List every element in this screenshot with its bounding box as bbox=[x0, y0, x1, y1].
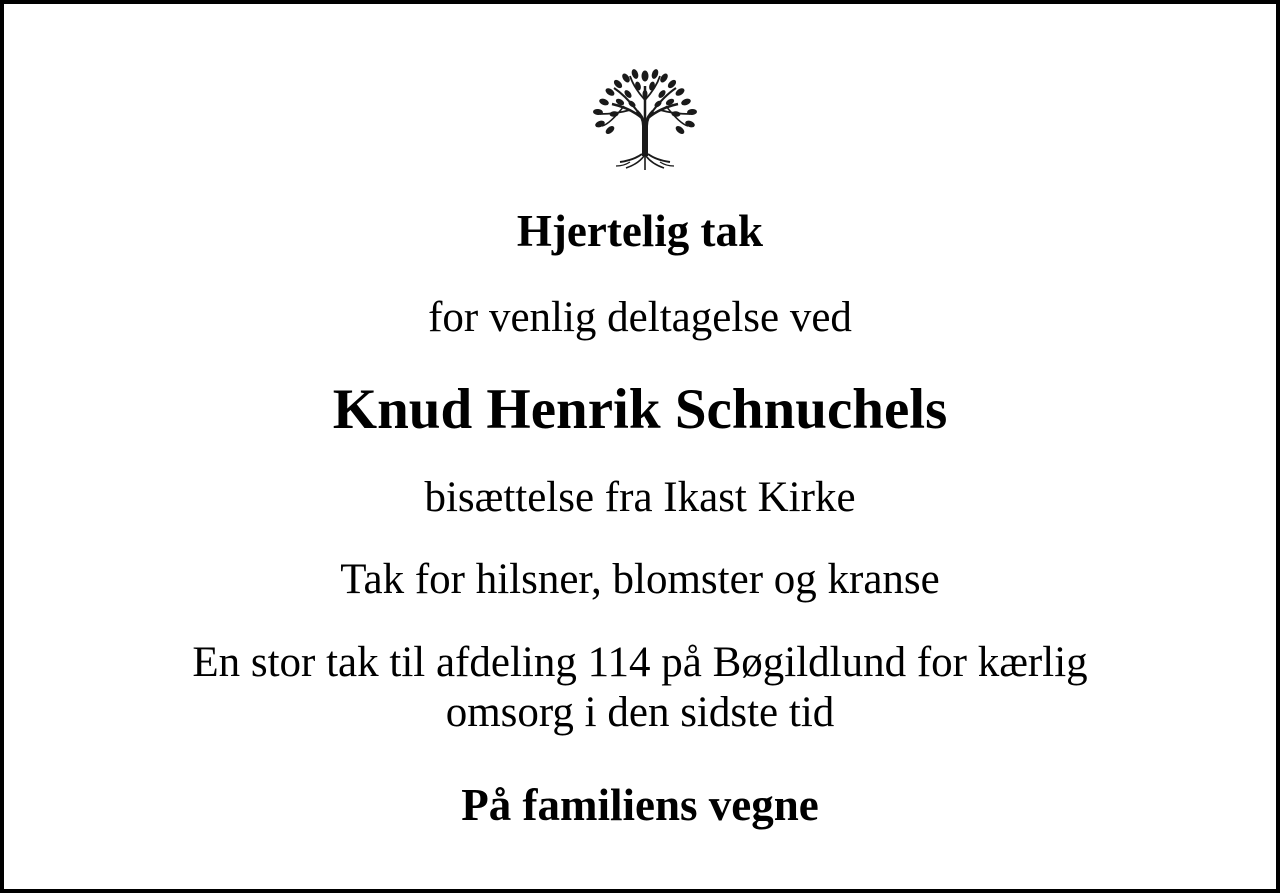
tree-of-life-icon bbox=[590, 66, 700, 174]
special-thanks-line2: omsorg i den sidste tid bbox=[445, 689, 835, 736]
service-location: bisættelse fra Ikast Kirke bbox=[424, 474, 856, 521]
thanks-text: Tak for hilsner, blomster og kranse bbox=[340, 556, 940, 603]
deceased-name: Knud Henrik Schnuchels bbox=[332, 378, 948, 441]
signature: På familiens vegne bbox=[461, 780, 819, 830]
special-thanks-line1: En stor tak til afdeling 114 på Bøgildlund for kærlig bbox=[192, 639, 1088, 686]
special-thanks bbox=[4, 638, 1276, 738]
notice-heading: Hjertelig tak bbox=[516, 206, 764, 256]
notice-subheading: for venlig deltagelse ved bbox=[428, 294, 852, 341]
